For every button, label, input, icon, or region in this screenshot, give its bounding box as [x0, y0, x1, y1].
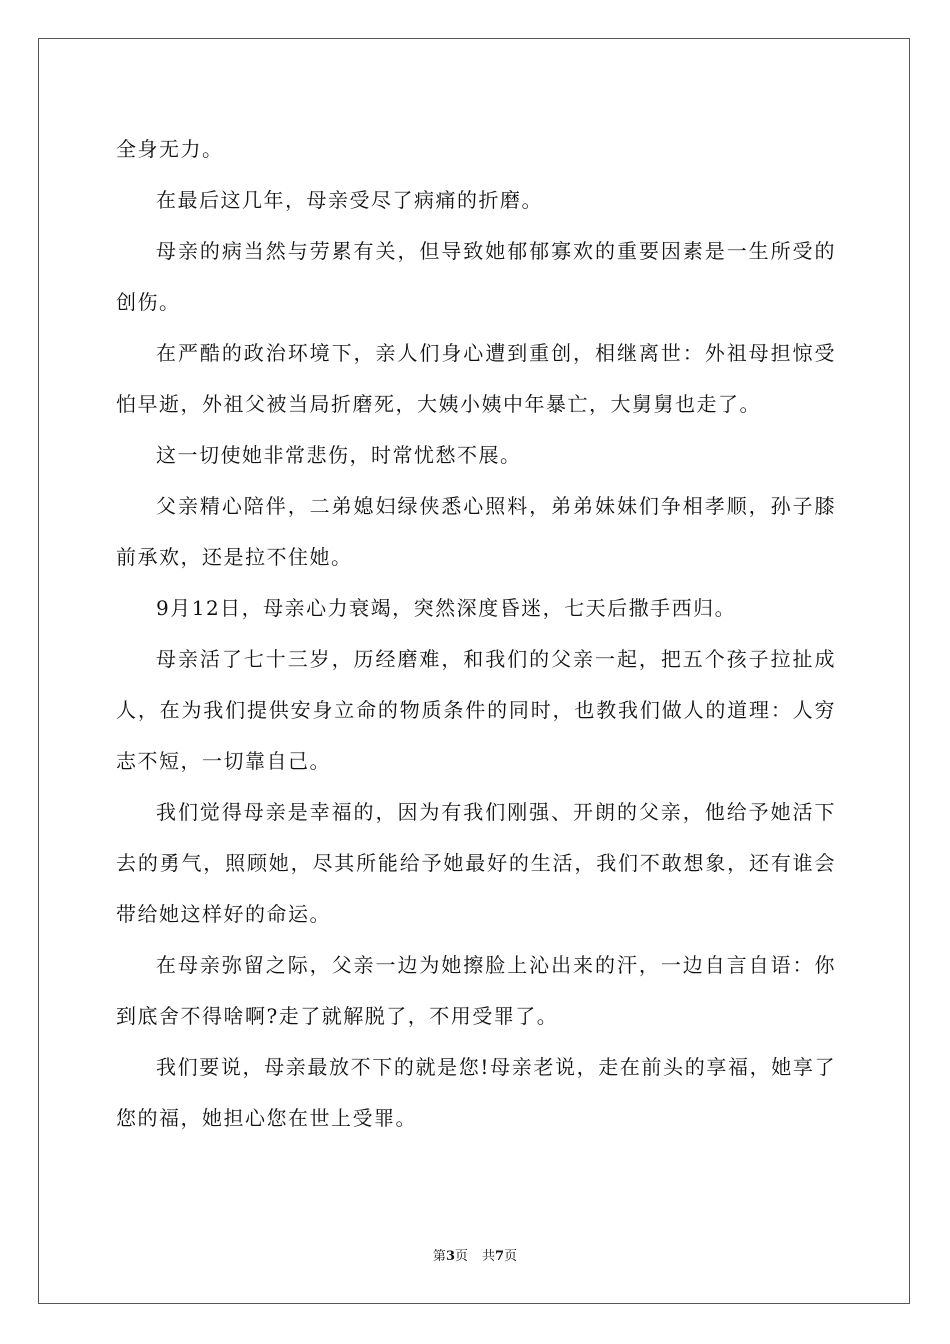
paragraph: 父亲精心陪伴，二弟媳妇绿侠悉心照料，弟弟妹妹们争相孝顺，孙子膝前承欢，还是拉不住她。: [116, 494, 836, 569]
total-prefix: 共: [482, 1249, 496, 1264]
page-number: [433, 1249, 468, 1264]
paragraph: 母亲的病当然与劳累有关，但导致她郁郁寡欢的重要因素是一生所受的创伤。: [116, 239, 836, 314]
document-body: [116, 124, 836, 1144]
page-suffix: 页: [454, 1249, 468, 1264]
page-prefix: 第: [432, 1249, 446, 1264]
paragraph: 在最后这几年，母亲受尽了病痛的折磨。: [156, 188, 543, 212]
paragraph: 在母亲弥留之际，父亲一边为她擦脸上沁出来的汗，一边自言自语：你到底舍不得啥啊?走了就解脱了，不用受罪了。: [116, 953, 836, 1028]
paragraph: 母亲活了七十三岁，历经磨难，和我们的父亲一起，把五个孩子拉扯成人，在为我们提供安身立命的物质条件的同时，也教我们做人的道理：人穷志不短，一切靠自己。: [116, 647, 836, 773]
paragraph: 全身无力。: [116, 137, 224, 161]
current-page: 3: [445, 1249, 455, 1264]
total-count: 7: [495, 1249, 505, 1264]
paragraph: 我们要说，母亲最放不下的就是您!母亲老说，走在前头的享福，她享了您的福，她担心您在世上受罪。: [116, 1055, 836, 1130]
total-suffix: 页: [504, 1249, 518, 1264]
paragraph: 在严酷的政治环境下，亲人们身心遭到重创，相继离世：外祖母担惊受怕早逝，外祖父被当局折磨死，大姨小姨中年暴亡，大舅舅也走了。: [116, 341, 836, 416]
total-pages: [482, 1249, 517, 1264]
paragraph: 我们觉得母亲是幸福的，因为有我们刚强、开朗的父亲，他给予她活下去的勇气，照顾她，尽其所能给予她最好的生活，我们不敢想象，还有谁会带给她这样好的命运。: [116, 800, 836, 926]
paragraph: 这一切使她非常悲伤，时常忧愁不展。: [156, 443, 522, 467]
page-footer: [0, 1248, 950, 1266]
paragraph: 9月12日，母亲心力衰竭，突然深度昏迷，七天后撒手西归。: [156, 596, 737, 620]
